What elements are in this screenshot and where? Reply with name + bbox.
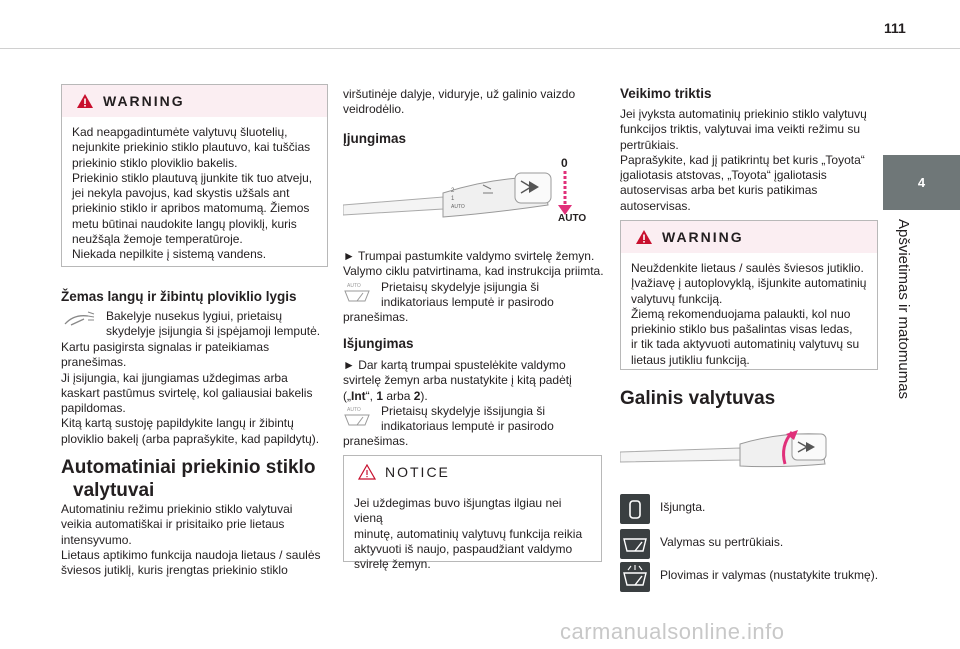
text-line: ► Dar kartą trumpai spustelėkite valdymo — [343, 358, 566, 372]
text-line: Paprašykite, kad jį patikrintų bet kuris „Toyota“ — [620, 152, 865, 167]
notice-line: minutę, automatinių valytuvų funkcija reikia — [354, 526, 583, 541]
header-rule — [0, 48, 960, 49]
text-line: Prietaisų skydelyje įsijungia ši — [381, 280, 540, 294]
rear-wiper-intermittent-icon — [620, 529, 650, 559]
warning-line: neužšąla žemoje temperatūroje. — [72, 232, 243, 247]
warning-line: valytuvų funkciją. — [631, 291, 723, 306]
warning-line: metu būtinai naudokite langų ploviklį, kuris — [72, 216, 297, 231]
text-line: funkcijos triktis, valytuvai ima veikti režimu su — [620, 122, 861, 137]
warning-body — [621, 253, 877, 374]
position-label: Int — [351, 388, 366, 403]
svg-text:AUTO: AUTO — [347, 283, 361, 289]
text-line: indikatoriaus lemputė ir pasirodo — [381, 295, 554, 310]
page-number: 111 — [884, 20, 906, 36]
off-text — [343, 358, 605, 404]
diagram-label-auto: AUTO — [558, 213, 587, 224]
warning-line: priekinio stiklo ir apribos matomumą. Žiemos — [72, 201, 310, 216]
off-tail: pranešimas. — [343, 434, 409, 448]
on-text — [343, 249, 605, 280]
notice-line: svirelę žemyn. — [354, 557, 431, 572]
text-fragment: “, — [365, 388, 377, 403]
warning-line: Įvažiavę į autoplovyklą, išjunkite automatinių — [631, 276, 867, 291]
warning-line: priekinio stiklo ploviklio bakelis. — [72, 155, 238, 170]
auto-wiper-indicator-icon — [343, 405, 371, 427]
text-line: papildomas. — [61, 401, 126, 416]
text-line: autoservisas. — [620, 198, 691, 213]
watermark: carmanualsonline.info — [560, 619, 785, 644]
svg-text:AUTO: AUTO — [347, 407, 361, 413]
warning-line: Žiemą rekomenduojama palaukti, kol nuo — [631, 306, 851, 321]
text-line: Lietaus aptikimo funkcija naudoja lietaus / saulės — [61, 547, 321, 562]
text-fragment: ). — [420, 388, 428, 403]
on-indent — [381, 280, 554, 311]
notice-line: aktyvuoti iš naujo, paspaudžiant valdymo — [354, 541, 573, 556]
text-line: Valymo ciklu patvirtinama, kad instrukcija priimta. — [343, 264, 604, 279]
washer-fluid-warning-icon — [62, 310, 96, 330]
svg-text:AUTO: AUTO — [451, 204, 465, 210]
rear-wiper-stalk-diagram — [620, 424, 830, 474]
warning-line: Priekinio stiklo plautuvą įjunkite tik tuo atveju, — [72, 170, 313, 185]
text-fragment: arba — [383, 388, 414, 403]
text-line: Bakelyje nusekus lygiui, prietaisų — [106, 309, 283, 323]
warning-line: Kad neapgadintumėte valytuvų šluotelių, — [72, 125, 288, 139]
text-line: ► Trumpai pastumkite valdymo svirtelę žemyn. — [343, 249, 595, 263]
off-heading: Išjungimas — [343, 336, 414, 351]
legend-label-wash: Plovimas ir valymas (nustatykite trukmę). — [660, 568, 879, 582]
text-fragment: („ — [343, 388, 351, 403]
text-line: Ji įsijungia, kai įjungiamas uždegimas arba — [61, 370, 288, 385]
text-line: indikatoriaus lemputė ir pasirodo — [381, 419, 554, 434]
auto-wipers-heading — [61, 456, 315, 502]
warning-triangle-icon — [76, 93, 94, 109]
text-line: veikia automatiškai ir prisitaiko prie lietaus — [61, 517, 285, 532]
notice-title: NOTICE — [385, 464, 450, 480]
rear-wiper-heading: Galinis valytuvas — [620, 388, 776, 409]
low-level-indent — [106, 309, 320, 340]
text-line: Prietaisų skydelyje išsijungia ši — [381, 404, 546, 418]
chapter-title — [896, 219, 912, 439]
text-line: Automatiniu režimu priekinio stiklo valytuvai — [61, 502, 293, 516]
notice-box — [343, 455, 602, 572]
warning-body — [62, 117, 327, 269]
text-line: pertrūkiais. — [620, 137, 679, 152]
text-line: viršutinėje dalyje, viduryje, už galinio vaizdo — [343, 87, 576, 101]
warning-box-sensor — [620, 220, 878, 370]
warning-line: ir tik tada aktyvuoti automatinių valytuvų su — [631, 337, 860, 352]
text-line: svirtelę žemyn arba nustatykite į kitą padėtį — [343, 373, 572, 388]
text-line: skydelyje įsijungia ši įspėjamoji lemputė. — [106, 324, 321, 339]
chapter-title-text: Apšvietimas ir matomumas — [895, 219, 912, 400]
legend-label-off: Išjungta. — [660, 500, 706, 514]
rear-wiper-wash-icon — [620, 562, 650, 592]
warning-header — [62, 85, 327, 117]
text-line: Jei įvyksta automatinių priekinio stiklo valytuvų — [620, 107, 867, 121]
text-line: autoservisas arba bet kuris patikimas — [620, 183, 818, 198]
text-line — [343, 389, 605, 404]
low-level-text — [61, 340, 331, 447]
svg-text:1: 1 — [451, 196, 455, 202]
diagram-label-off: 0 — [561, 156, 568, 170]
notice-line: Jei uždegimas buvo išjungtas ilgiau nei vieną — [354, 496, 562, 526]
on-tail: pranešimas. — [343, 310, 409, 324]
heading-line: valytuvai — [73, 480, 155, 501]
text-line: Kitą kartą sustoję papildykite langų ir žibintų — [61, 416, 294, 431]
off-indent — [381, 404, 554, 435]
notice-triangle-icon — [358, 464, 376, 480]
wiper-stalk-diagram — [343, 155, 588, 235]
warning-header — [621, 221, 877, 253]
on-heading: Įjungimas — [343, 131, 407, 146]
text-line: intensyvumo. — [61, 532, 132, 547]
legend-label-intermittent: Valymas su pertrūkiais. — [660, 535, 784, 549]
text-line: Kartu pasigirsta signalas ir pateikiamas — [61, 340, 270, 354]
warning-box-washer — [61, 84, 328, 267]
chapter-tab[interactable]: 4 — [883, 155, 960, 210]
warning-line: priekinio stiklo bus pašalintas visas ledas, — [631, 322, 853, 337]
text-line: šviesos jutiklį, kuris įrengtas priekinio stiklo — [61, 563, 288, 578]
notice-header — [344, 456, 601, 488]
fault-text — [620, 107, 882, 214]
text-line: kaskart pastūmus svirtelę, kol galiausiai bakelis — [61, 385, 313, 400]
warning-line: nejunkite priekinio stiklo plautuvo, kai tuščias — [72, 140, 311, 155]
fault-heading: Veikimo triktis — [620, 86, 712, 101]
low-level-heading: Žemas langų ir žibintų ploviklio lygis — [61, 289, 297, 304]
position-label: 1 — [376, 388, 384, 403]
warning-line: Neuždenkite lietaus / saulės šviesos jutiklio. — [631, 261, 864, 275]
auto-wiper-indicator-icon — [343, 281, 371, 303]
warning-title: WARNING — [103, 93, 185, 109]
rear-wiper-off-icon — [620, 494, 650, 524]
warning-line: lietaus jutikliu funkciją. — [631, 352, 750, 367]
text-line: įgaliotasis atstovas, „Toyota“ įgaliotasis — [620, 168, 827, 183]
svg-text:2: 2 — [451, 188, 455, 194]
warning-title: WARNING — [662, 229, 744, 245]
auto-wipers-text — [61, 502, 331, 578]
sensor-location-text — [343, 87, 601, 118]
warning-line: Niekada nepilkite į sistemą vandens. — [72, 247, 267, 262]
text-line: ploviklio bakelį (arba paprašykite, kad papildytų). — [61, 431, 320, 446]
position-label: 2 — [413, 388, 421, 403]
text-line: veidrodėlio. — [343, 102, 405, 117]
warning-line: jei nekyla pavojus, kad skystis užšals ant — [72, 186, 290, 201]
heading-line: Automatiniai priekinio stiklo — [61, 457, 316, 478]
text-line: pranešimas. — [61, 355, 127, 370]
warning-triangle-icon — [635, 229, 653, 245]
notice-body — [344, 488, 601, 578]
